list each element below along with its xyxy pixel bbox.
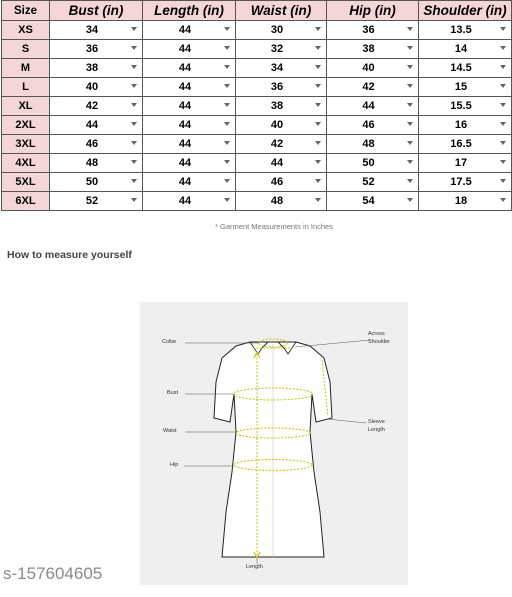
dropdown-caret-icon[interactable] <box>500 46 506 50</box>
dropdown-caret-icon[interactable] <box>500 84 506 88</box>
dropdown-caret-icon[interactable] <box>131 160 137 164</box>
dropdown-caret-icon[interactable] <box>407 141 413 145</box>
shoulder-value: 15.5 <box>450 100 472 112</box>
dropdown-caret-icon[interactable] <box>131 65 137 69</box>
hip-value: 52 <box>362 176 375 188</box>
dropdown-caret-icon[interactable] <box>407 84 413 88</box>
dropdown-caret-icon[interactable] <box>224 27 230 31</box>
bust-value: 50 <box>85 176 99 188</box>
label-across-shoulder-2: Shoulder <box>368 339 391 345</box>
dropdown-caret-icon[interactable] <box>131 103 137 107</box>
shoulder-cell[interactable] <box>419 59 512 78</box>
table-row <box>2 97 512 116</box>
dropdown-caret-icon[interactable] <box>131 46 137 50</box>
bust-value: 40 <box>85 81 99 93</box>
table-row <box>2 78 512 97</box>
bust-cell[interactable] <box>50 59 143 78</box>
dropdown-caret-icon[interactable] <box>315 122 321 126</box>
waist-value: 46 <box>270 176 284 188</box>
table-row <box>2 116 512 135</box>
bust-value: 34 <box>85 24 99 36</box>
hip-cell[interactable] <box>327 192 419 211</box>
bust-cell[interactable] <box>50 97 143 116</box>
bust-cell[interactable] <box>50 135 143 154</box>
length-cell[interactable] <box>143 59 236 78</box>
shoulder-value: 18 <box>454 195 468 207</box>
product-id: s-157604605 <box>3 564 103 583</box>
shoulder-value: 14 <box>454 43 468 55</box>
hip-cell[interactable] <box>327 154 419 173</box>
waist-value: 30 <box>270 24 284 36</box>
bust-cell[interactable] <box>50 116 143 135</box>
length-cell[interactable] <box>143 154 236 173</box>
length-cell[interactable] <box>143 173 236 192</box>
header-bust: Bust (in) <box>50 1 143 21</box>
dropdown-caret-icon[interactable] <box>315 160 321 164</box>
label-sleeve-length-2: Length <box>368 427 385 433</box>
dropdown-caret-icon[interactable] <box>131 122 137 126</box>
length-value: 44 <box>178 176 192 188</box>
dropdown-caret-icon[interactable] <box>500 198 506 202</box>
hip-value: 50 <box>362 157 375 169</box>
table-header-row <box>2 1 512 21</box>
header-waist: Waist (in) <box>236 1 327 21</box>
shoulder-value: 14.5 <box>450 62 472 74</box>
dropdown-caret-icon[interactable] <box>315 65 321 69</box>
dropdown-caret-icon[interactable] <box>500 179 506 183</box>
length-cell[interactable] <box>143 97 236 116</box>
how-to-measure-heading: How to measure yourself <box>7 249 132 261</box>
dropdown-caret-icon[interactable] <box>407 198 413 202</box>
shoulder-value: 17 <box>454 157 468 169</box>
dropdown-caret-icon[interactable] <box>407 160 413 164</box>
dropdown-caret-icon[interactable] <box>224 198 230 202</box>
hip-value: 40 <box>362 62 375 74</box>
size-label: M <box>2 59 50 78</box>
measurement-note: * Garment Measurements in Inches <box>215 222 333 231</box>
header-hip: Hip (in) <box>327 1 419 21</box>
shoulder-cell[interactable] <box>419 192 512 211</box>
dropdown-caret-icon[interactable] <box>500 65 506 69</box>
shoulder-value: 16 <box>454 119 468 131</box>
shoulder-cell[interactable] <box>419 116 512 135</box>
dropdown-caret-icon[interactable] <box>224 103 230 107</box>
label-bust: Bust <box>167 390 179 396</box>
hip-value: 54 <box>362 195 375 207</box>
dropdown-caret-icon[interactable] <box>315 46 321 50</box>
size-label: 5XL <box>2 173 50 192</box>
length-value: 44 <box>178 157 192 169</box>
length-cell[interactable] <box>143 40 236 59</box>
hip-value: 36 <box>362 24 375 36</box>
length-cell[interactable] <box>143 21 236 40</box>
dropdown-caret-icon[interactable] <box>500 103 506 107</box>
length-value: 44 <box>178 119 192 131</box>
dropdown-caret-icon[interactable] <box>407 179 413 183</box>
length-cell[interactable] <box>143 192 236 211</box>
shoulder-value: 13.5 <box>450 24 472 36</box>
hip-value: 38 <box>362 43 375 55</box>
dropdown-caret-icon[interactable] <box>500 122 506 126</box>
bust-cell[interactable] <box>50 192 143 211</box>
waist-cell[interactable] <box>236 173 327 192</box>
dropdown-caret-icon[interactable] <box>224 84 230 88</box>
waist-cell[interactable] <box>236 78 327 97</box>
header-length: Length (in) <box>143 1 236 21</box>
bust-value: 52 <box>85 195 99 207</box>
hip-cell[interactable] <box>327 135 419 154</box>
label-collar: Collar <box>162 339 177 345</box>
shoulder-value: 16.5 <box>450 138 472 150</box>
waist-cell[interactable] <box>236 135 327 154</box>
dropdown-caret-icon[interactable] <box>407 65 413 69</box>
length-value: 44 <box>178 43 192 55</box>
bust-cell[interactable] <box>50 78 143 97</box>
length-value: 44 <box>178 195 192 207</box>
dropdown-caret-icon[interactable] <box>131 141 137 145</box>
table-row <box>2 173 512 192</box>
hip-value: 42 <box>362 81 375 93</box>
waist-cell[interactable] <box>236 192 327 211</box>
waist-cell[interactable] <box>236 21 327 40</box>
waist-value: 42 <box>270 138 284 150</box>
bust-value: 46 <box>85 138 99 150</box>
table-row <box>2 21 512 40</box>
length-value: 44 <box>178 24 192 36</box>
size-label: 4XL <box>2 154 50 173</box>
dropdown-caret-icon[interactable] <box>407 122 413 126</box>
label-length: Length <box>246 564 263 570</box>
label-hip: Hip <box>170 462 179 468</box>
table-row <box>2 40 512 59</box>
dropdown-caret-icon[interactable] <box>224 46 230 50</box>
dropdown-caret-icon[interactable] <box>407 103 413 107</box>
label-sleeve-length-1: Sleeve <box>368 419 385 425</box>
dropdown-caret-icon[interactable] <box>407 27 413 31</box>
shoulder-cell[interactable] <box>419 78 512 97</box>
bust-cell[interactable] <box>50 154 143 173</box>
dropdown-caret-icon[interactable] <box>500 160 506 164</box>
bust-cell[interactable] <box>50 21 143 40</box>
bust-value: 36 <box>85 43 99 55</box>
waist-cell[interactable] <box>236 116 327 135</box>
dropdown-caret-icon[interactable] <box>224 122 230 126</box>
waist-cell[interactable] <box>236 40 327 59</box>
hip-cell[interactable] <box>327 40 419 59</box>
shoulder-cell[interactable] <box>419 21 512 40</box>
size-label: L <box>2 78 50 97</box>
shoulder-value: 17.5 <box>450 176 472 188</box>
waist-value: 40 <box>270 119 284 131</box>
shoulder-cell[interactable] <box>419 154 512 173</box>
length-cell[interactable] <box>143 78 236 97</box>
shoulder-cell[interactable] <box>419 173 512 192</box>
dropdown-caret-icon[interactable] <box>224 179 230 183</box>
shoulder-cell[interactable] <box>419 40 512 59</box>
header-shoulder: Shoulder (in) <box>419 1 512 21</box>
length-cell[interactable] <box>143 116 236 135</box>
bust-cell[interactable] <box>50 173 143 192</box>
dropdown-caret-icon[interactable] <box>131 27 137 31</box>
length-value: 44 <box>178 100 192 112</box>
waist-cell[interactable] <box>236 154 327 173</box>
dropdown-caret-icon[interactable] <box>500 27 506 31</box>
dropdown-caret-icon[interactable] <box>315 103 321 107</box>
hip-cell[interactable] <box>327 97 419 116</box>
shoulder-cell[interactable] <box>419 97 512 116</box>
table-row <box>2 192 512 211</box>
shoulder-cell[interactable] <box>419 135 512 154</box>
waist-cell[interactable] <box>236 97 327 116</box>
waist-value: 48 <box>270 195 284 207</box>
hip-cell[interactable] <box>327 116 419 135</box>
waist-value: 34 <box>270 62 284 74</box>
size-label: XL <box>2 97 50 116</box>
bust-value: 44 <box>85 119 99 131</box>
dropdown-caret-icon[interactable] <box>131 198 137 202</box>
size-chart-table <box>1 0 512 211</box>
label-across-shoulder-1: Across <box>368 331 385 337</box>
dropdown-caret-icon[interactable] <box>315 179 321 183</box>
size-label: 3XL <box>2 135 50 154</box>
dropdown-caret-icon[interactable] <box>500 141 506 145</box>
dropdown-caret-icon[interactable] <box>407 46 413 50</box>
dropdown-caret-icon[interactable] <box>131 84 137 88</box>
size-label: XS <box>2 21 50 40</box>
header-size: Size <box>2 1 50 21</box>
shoulder-value: 15 <box>454 81 468 93</box>
hip-value: 44 <box>362 100 375 112</box>
dropdown-caret-icon[interactable] <box>131 179 137 183</box>
dropdown-caret-icon[interactable] <box>315 27 321 31</box>
hip-cell[interactable] <box>327 59 419 78</box>
length-cell[interactable] <box>143 135 236 154</box>
bust-cell[interactable] <box>50 40 143 59</box>
measurement-diagram <box>140 302 408 585</box>
bust-value: 48 <box>85 157 99 169</box>
hip-cell[interactable] <box>327 78 419 97</box>
waist-value: 36 <box>270 81 284 93</box>
size-label: S <box>2 40 50 59</box>
dropdown-caret-icon[interactable] <box>224 160 230 164</box>
label-waist: Waist <box>163 428 177 434</box>
dropdown-caret-icon[interactable] <box>224 65 230 69</box>
length-value: 44 <box>178 138 192 150</box>
length-value: 44 <box>178 81 192 93</box>
dropdown-caret-icon[interactable] <box>315 198 321 202</box>
waist-cell[interactable] <box>236 59 327 78</box>
size-label: 6XL <box>2 192 50 211</box>
hip-cell[interactable] <box>327 21 419 40</box>
dropdown-caret-icon[interactable] <box>224 141 230 145</box>
size-label: 2XL <box>2 116 50 135</box>
hip-cell[interactable] <box>327 173 419 192</box>
waist-value: 32 <box>270 43 284 55</box>
length-value: 44 <box>178 62 192 74</box>
table-row <box>2 135 512 154</box>
waist-value: 38 <box>270 100 284 112</box>
waist-value: 44 <box>270 157 284 169</box>
dropdown-caret-icon[interactable] <box>315 141 321 145</box>
hip-value: 48 <box>362 138 375 150</box>
hip-value: 46 <box>362 119 375 131</box>
dropdown-caret-icon[interactable] <box>315 84 321 88</box>
bust-value: 38 <box>85 62 99 74</box>
table-row <box>2 154 512 173</box>
bust-value: 42 <box>85 100 99 112</box>
table-row <box>2 59 512 78</box>
